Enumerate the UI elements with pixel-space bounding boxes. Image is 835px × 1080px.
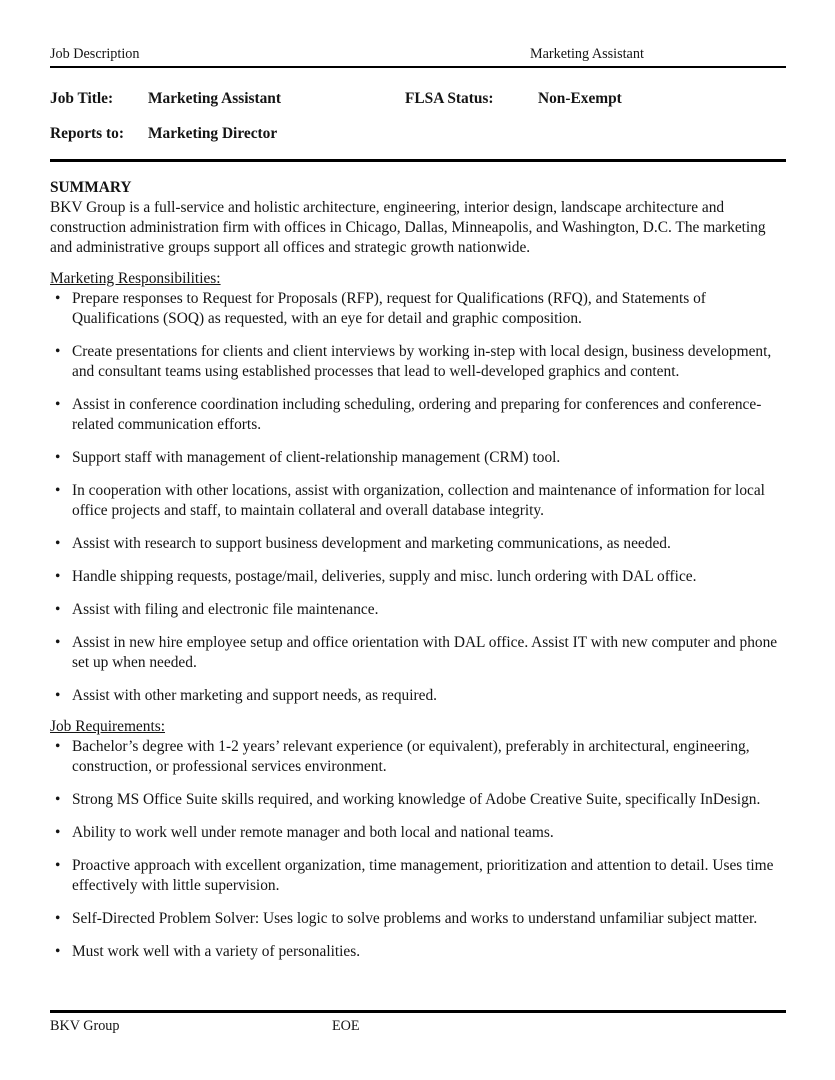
running-header: [50, 45, 786, 68]
list-item: • Assist with other marketing and support needs, as required.: [50, 686, 786, 706]
list-item: • Handle shipping requests, postage/mail, deliveries, supply and misc. lunch ordering with DAL office.: [50, 567, 786, 587]
job-title-value: Marketing Assistant: [148, 90, 281, 107]
list-item: • Support staff with management of client-relationship management (CRM) tool.: [50, 448, 786, 468]
page-content: [50, 0, 786, 962]
section-heading-job-requirements: Job Requirements:: [50, 718, 165, 735]
reports-to-label: Reports to:: [50, 125, 124, 142]
list-item: • Prepare responses to Request for Proposals (RFP), request for Qualifications (RFQ), and Statements of Qualifications (SOQ) as requested, with an eye for detail and graphic composition.: [50, 289, 786, 329]
flsa-status-value: Non-Exempt: [538, 90, 622, 107]
page-footer: [50, 1010, 786, 1035]
flsa-status-label: FLSA Status:: [405, 90, 494, 107]
job-requirements-list: [50, 737, 786, 962]
list-item: • Assist with research to support business development and marketing communications, as needed.: [50, 534, 786, 554]
list-item: • Assist in new hire employee setup and office orientation with DAL office. Assist IT with new computer and phone set up when needed.: [50, 633, 786, 673]
list-item: • Create presentations for clients and client interviews by working in-step with local design, business development, and consultant teams using established processes that lead to well-developed graphics and content.: [50, 342, 786, 382]
list-item: • In cooperation with other locations, assist with organization, collection and maintenance of information for local office projects and staff, to maintain collateral and overall database integrity.: [50, 481, 786, 521]
list-item: • Assist with filing and electronic file maintenance.: [50, 600, 786, 620]
list-item: • Ability to work well under remote manager and both local and national teams.: [50, 823, 786, 843]
meta-row-job-title: [50, 89, 786, 109]
footer-eoe: EOE: [332, 1018, 360, 1034]
header-doc-title: Marketing Assistant: [530, 46, 644, 62]
reports-to-value: Marketing Director: [148, 125, 278, 142]
section-heading-marketing-responsibilities: Marketing Responsibilities:: [50, 270, 221, 287]
footer-company: BKV Group: [50, 1018, 120, 1034]
list-item: • Assist in conference coordination including scheduling, ordering and preparing for conferences and conference-related communication efforts.: [50, 395, 786, 435]
header-divider-rule: [50, 159, 786, 162]
meta-row-reports-to: [50, 124, 786, 144]
summary-heading: SUMMARY: [50, 179, 132, 196]
header-doc-type: Job Description: [50, 46, 140, 62]
list-item: • Bachelor’s degree with 1-2 years’ relevant experience (or equivalent), preferably in architectural, engineering, construction, or professional services environment.: [50, 737, 786, 777]
list-item: • Strong MS Office Suite skills required, and working knowledge of Adobe Creative Suite, specifically InDesign.: [50, 790, 786, 810]
marketing-responsibilities-list: [50, 289, 786, 706]
list-item: • Must work well with a variety of personalities.: [50, 942, 786, 962]
job-title-label: Job Title:: [50, 90, 114, 107]
list-item: • Proactive approach with excellent organization, time management, prioritization and attention to detail. Uses time effectively with little supervision.: [50, 856, 786, 896]
list-item: • Self-Directed Problem Solver: Uses logic to solve problems and works to understand unfamiliar subject matter.: [50, 909, 786, 929]
summary-paragraph: BKV Group is a full-service and holistic architecture, engineering, interior design, landscape architecture and construction administration firm with offices in Chicago, Dallas, Minneapolis, and Washington, D.C. The marketing and administrative groups support all offices and strategic growth nationwide.: [50, 199, 766, 256]
